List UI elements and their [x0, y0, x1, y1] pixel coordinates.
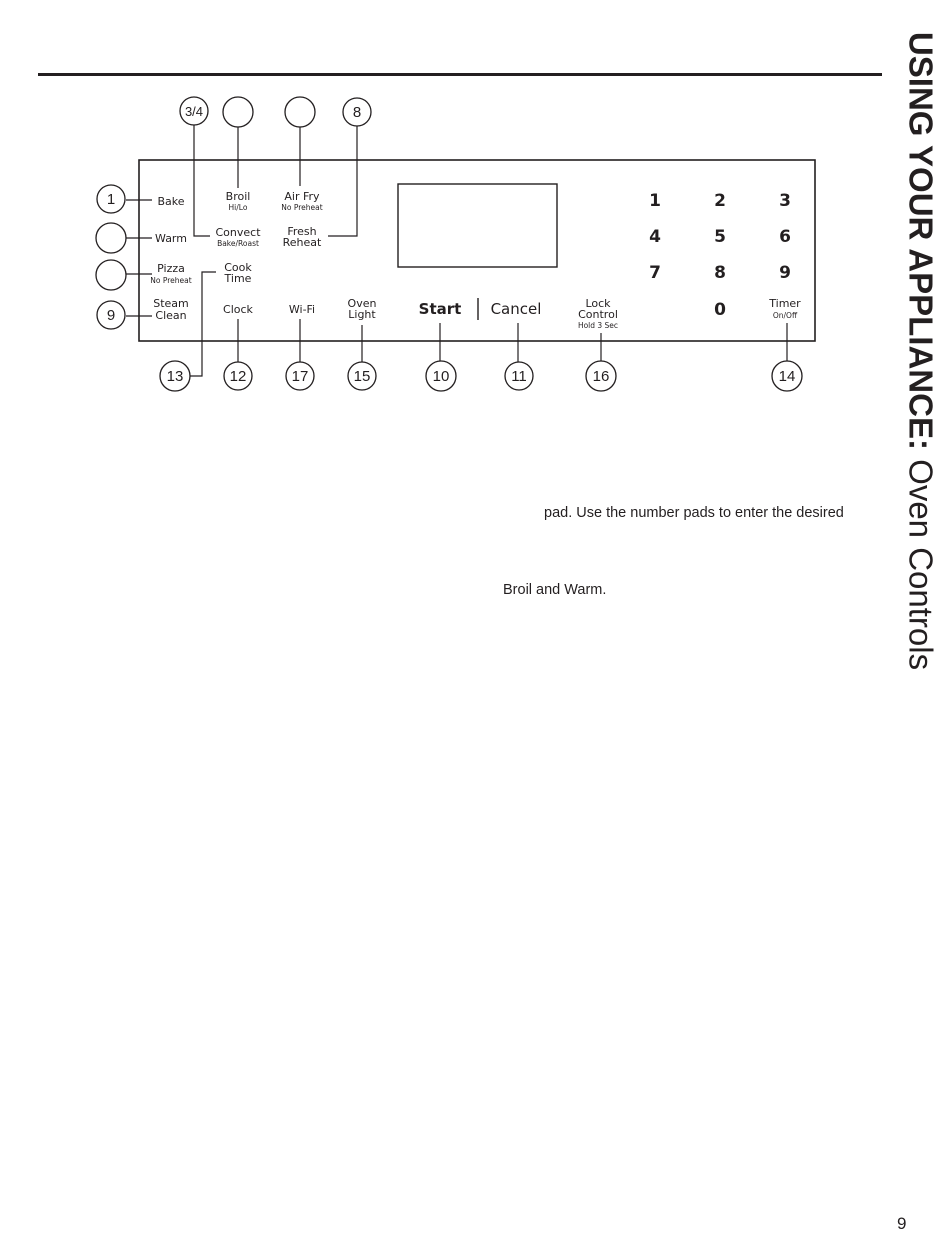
clock-pad-label: Clock	[223, 303, 253, 316]
callout-16: 16	[592, 368, 610, 385]
display-window	[398, 184, 557, 267]
callout-8: 8	[352, 104, 362, 121]
oven-light-label-1: Oven	[347, 297, 377, 310]
callout-11: 11	[511, 368, 527, 385]
steam-clean-label-1: Steam	[153, 297, 189, 310]
bake-pad-label: Bake	[157, 195, 185, 208]
lock-control-label-1: Lock	[585, 297, 611, 310]
callout-circle-airfry	[285, 97, 315, 127]
cook-time-label-2: Time	[224, 272, 252, 285]
warm-pad-label: Warm	[155, 232, 187, 245]
callout-13: 13	[166, 368, 184, 385]
pizza-pad-sublabel: No Preheat	[150, 276, 192, 285]
callout-15: 15	[353, 368, 371, 385]
side-title-light: Oven Controls	[902, 449, 940, 671]
callout-3-4: 3/4	[184, 104, 204, 119]
number-pad-9: 9	[779, 263, 791, 283]
callout-10: 10	[432, 368, 450, 385]
timer-pad-label: Timer	[769, 297, 801, 310]
number-pad-7: 7	[649, 263, 661, 283]
side-title-bold: USING YOUR APPLIANCE:	[902, 31, 940, 450]
airfry-pad-label: Air Fry	[284, 190, 320, 203]
cook-time-label-1: Cook	[224, 261, 252, 274]
callout-17: 17	[291, 368, 309, 385]
control-panel-diagram	[0, 0, 950, 420]
callout-1: 1	[106, 191, 116, 208]
cancel-pad-label: Cancel	[490, 300, 542, 318]
number-pad-4: 4	[649, 227, 661, 247]
number-pad-1: 1	[649, 191, 661, 211]
number-pad-0: 0	[714, 300, 726, 320]
callout-circle-broil	[223, 97, 253, 127]
page-number: 9	[897, 1214, 907, 1233]
callout-14: 14	[778, 368, 796, 385]
pizza-pad-label: Pizza	[157, 262, 185, 275]
convect-pad-label: Convect	[215, 226, 261, 239]
timer-pad-sublabel: On/Off	[772, 311, 798, 320]
body-text-line-1: pad. Use the number pads to enter the desired	[544, 505, 844, 521]
callout-9: 9	[106, 307, 116, 324]
fresh-reheat-label-1: Fresh	[287, 225, 317, 238]
body-text-line-2: Broil and Warm.	[503, 582, 607, 598]
number-pad-6: 6	[779, 227, 791, 247]
number-pad-2: 2	[714, 191, 726, 211]
number-pad-8: 8	[714, 263, 726, 283]
airfry-pad-sublabel: No Preheat	[281, 203, 323, 212]
number-pad-5: 5	[714, 227, 726, 247]
lock-control-label-2: Control	[578, 308, 618, 321]
oven-light-label-2: Light	[348, 308, 376, 321]
broil-pad-label: Broil	[225, 190, 251, 203]
broil-pad-sublabel: Hi/Lo	[228, 203, 248, 212]
callout-circle-pizza	[96, 260, 126, 290]
number-pad-3: 3	[779, 191, 791, 211]
start-pad-label: Start	[418, 300, 462, 318]
fresh-reheat-label-2: Reheat	[282, 236, 322, 249]
callout-leaders	[126, 125, 787, 376]
callout-12: 12	[229, 368, 247, 385]
lock-control-sublabel: Hold 3 Sec	[577, 321, 619, 330]
wifi-pad-label: Wi-Fi	[288, 303, 316, 316]
convect-pad-sublabel: Bake/Roast	[217, 239, 259, 248]
callout-circle-warm	[96, 223, 126, 253]
steam-clean-label-2: Clean	[155, 309, 187, 322]
